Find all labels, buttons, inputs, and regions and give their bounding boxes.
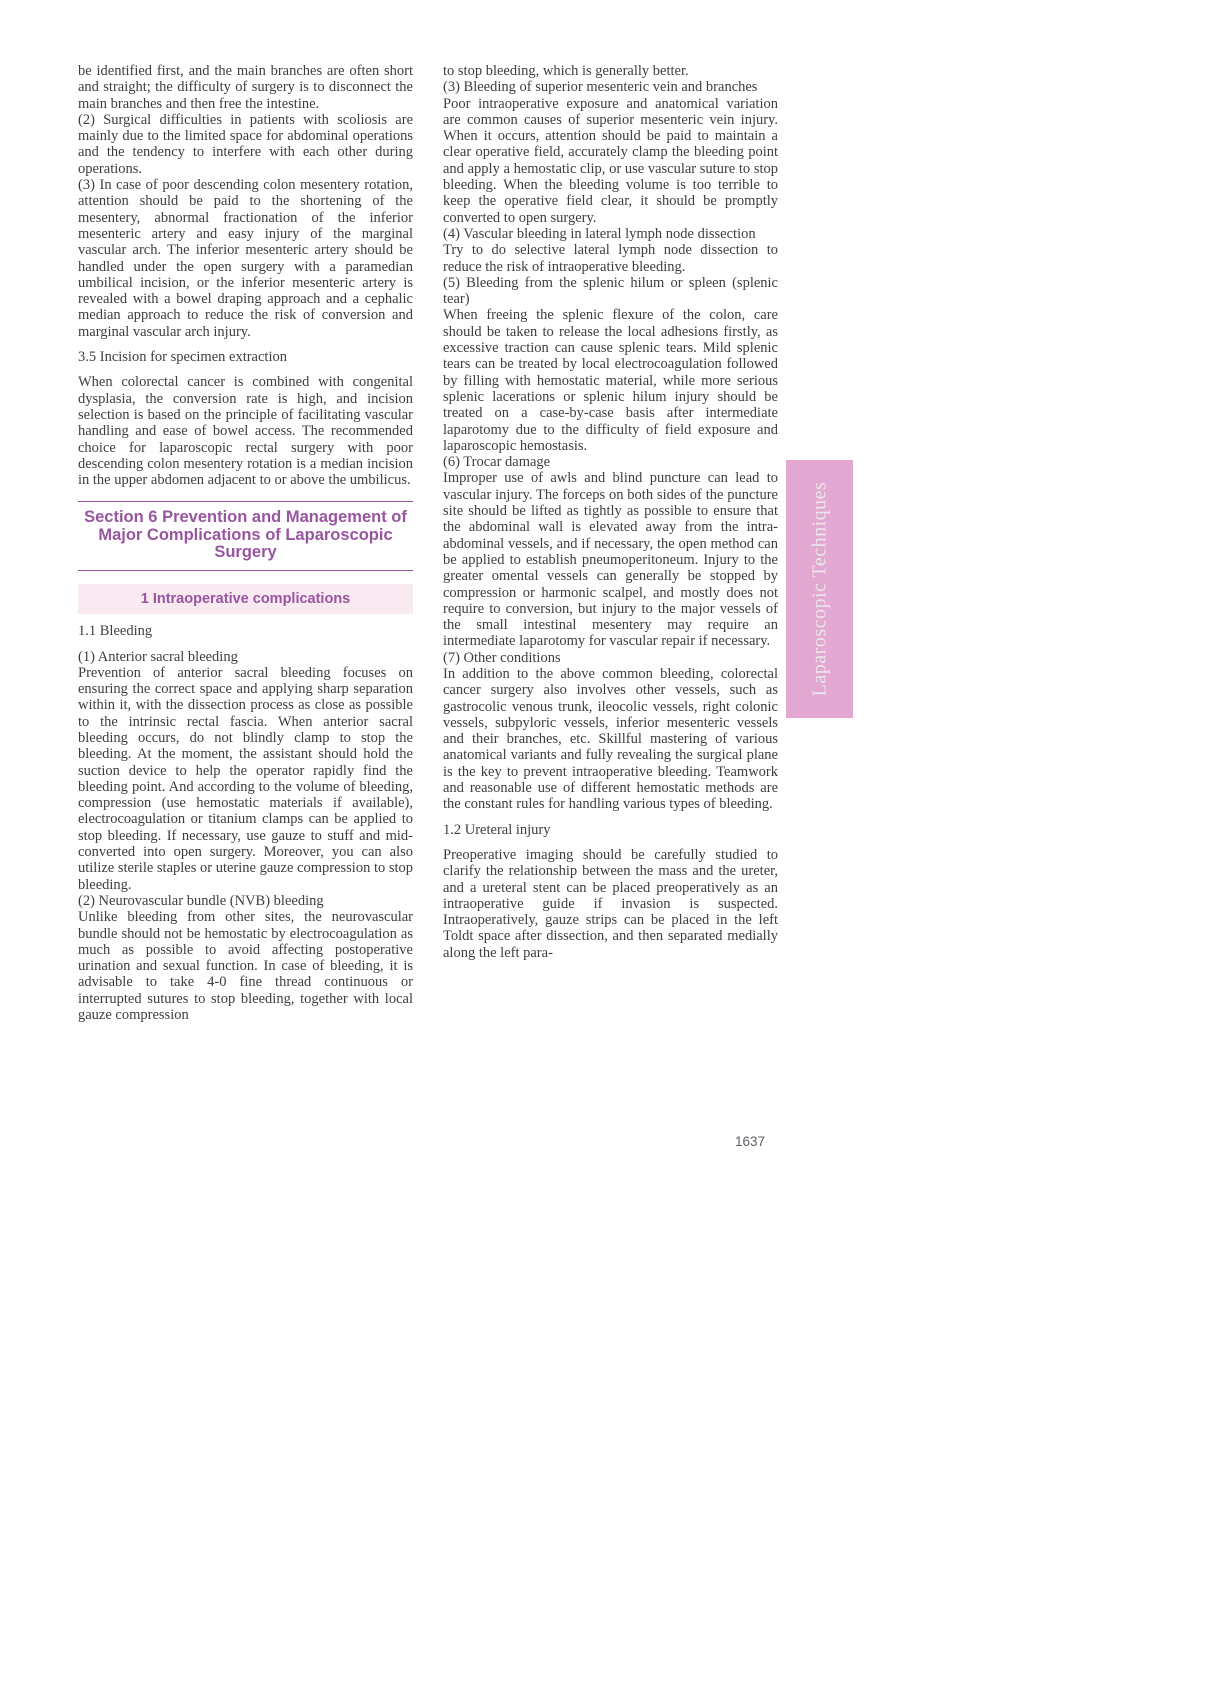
paragraph: (5) Bleeding from the splenic hilum or spleen (splenic tear) [443,274,778,308]
paragraph: When freeing the splenic flexure of the colon, care should be taken to release the local adhesions firstly, as excessive traction can cause splenic tears. Mild splenic tears can be treated by local electrocoagulation followed by filling with hemostatic material, while more serious splenic lacerations or splenic hilum injury should be treated on a case-by-case basis after intermediate laparotomy due to the difficulty of field exposure and laparoscopic hemostasis. [443,307,778,454]
section-header-block [78,501,413,571]
paragraph: (1) Anterior sacral bleeding [78,648,238,665]
paragraph: When colorectal cancer is combined with congenital dysplasia, the conversion rate is high, and incision selection is based on the principle of facilitating vascular handling and ease of bowel access. The recommended choice for laparoscopic rectal surgery with poor descending colon mesentery rotation is a median incision in the upper abdomen adjacent to or above the umbilicus. [78,374,413,489]
left-column [78,63,413,1023]
paragraph: Unlike bleeding from other sites, the neurovascular bundle should not be hemostatic by electrocoagulation as much as possible to avoid affecting postoperative urination and sexual function. In case of bleeding, it is advisable to take 4-0 fine thread continuous or interrupted sutures to stop bleeding, together with local gauze compression [78,909,413,1024]
page-number: 1637 [735,1134,766,1149]
subsection-banner-title: 1 Intraoperative complications [140,590,351,607]
paragraph: Improper use of awls and blind puncture can lead to vascular injury. The forceps on both sides of the puncture site should be lifted as tightly as possible to ensure that the abdominal wall is elevated away from the intra-abdominal vessels, and if necessary, the open method can be applied to establish pneumoperitoneum. Injury to the greater omental vessels can generally be stopped by compression or harmonic scalpel, and mostly does not require to conversion, but injury to the major vessels of the small intestinal mesentery may require an intermediate laparotomy for vascular repair if necessary. [443,470,778,650]
paragraph: (3) Bleeding of superior mesenteric vein and branches [443,79,758,96]
paragraph: Prevention of anterior sacral bleeding focuses on ensuring the correct space and applying sharp separation within it, with the dissection process as close as possible to the intrinsic rectal fascia. When anterior sacral bleeding occurs, do not blindly clamp to stop the bleeding. At the moment, the assistant should hold the suction device to help the operator rapidly find the bleeding point. And according to the volume of bleeding, compression (use hemostatic materials if available), electrocoagulation or titanium clamps can be applied to stop bleeding. If necessary, use gauze to stuff and mid-converted into open surgery. Moreover, you can also utilize sterile staples or uterine gauze compression to stop bleeding. [78,664,414,893]
paragraph: to stop bleeding, which is generally better. [443,63,689,79]
paragraph: (4) Vascular bleeding in lateral lymph node dissection [443,225,756,242]
paragraph: (7) Other conditions [443,649,561,666]
right-column [443,63,778,1023]
text-columns [78,63,778,1023]
subsection-heading: 3.5 Incision for specimen extraction [78,349,287,366]
paragraph: (2) Neurovascular bundle (NVB) bleeding [78,892,324,909]
paragraph: Try to do selective lateral lymph node dissection to reduce the risk of intraoperative bleeding. [443,242,778,275]
chapter-side-tab [786,460,853,718]
subsection-banner [78,584,413,614]
paragraph: Preoperative imaging should be carefully studied to clarify the relationship between the mass and the ureter, and a ureteral stent can be placed preoperatively as an intraoperative guide if invasion is suspected. Intraoperatively, gauze strips can be placed in the left Toldt space after dissection, and then separated medially along the left para- [443,846,778,961]
chapter-side-tab-label: Laparoscopic Techniques [808,481,830,697]
paragraph: Poor intraoperative exposure and anatomical variation are common causes of superior mesenteric vein injury. When it occurs, attention should be paid to maintain a clear operative field, accurately clamp the bleeding point and apply a hemostatic clip, or use vascular suture to stop bleeding. When the bleeding volume is too terrible to keep the operative field clear, it should be promptly converted to open surgery. [443,95,778,226]
paragraph: In addition to the above common bleeding, colorectal cancer surgery also involves other vessels, such as gastrocolic venous trunk, ileocolic vessels, right colonic vessels, subpyloric vessels, inferior mesenteric vessels and their branches, etc. Skillful mastering of various anatomical variants and fully revealing the surgical plane is the key to prevent intraoperative bleeding. Teamwork and reasonable use of different hemostatic methods are the constant rules for handling various types of bleeding. [443,665,778,813]
paragraph: (6) Trocar damage [443,454,551,471]
paragraph: (3) In case of poor descending colon mesentery rotation, attention should be paid to the shortening of the mesentery, abnormal fractionation of the inferior mesenteric artery and easy injury of the marginal vascular arch. The inferior mesenteric artery should be handled under the open surgery with a paramedian umbilical incision, or the inferior mesenteric artery is revealed with a bowel draping approach and a cephalic median approach to reduce the risk of conversion and marginal vascular arch injury. [78,177,413,340]
paragraph: (2) Surgical difficulties in patients with scoliosis are mainly due to the limited space for abdominal operations and the tendency to interfere with each other during operations. [78,111,413,177]
subsection-heading: 1.2 Ureteral injury [443,821,551,838]
paragraph: be identified first, and the main branches are often short and straight; the difficulty of surgery is to disconnect the main branches and then free the intestine. [78,63,413,112]
subsection-heading: 1.1 Bleeding [78,623,153,640]
section-title: Section 6 Prevention and Management of Major Complications of Laparoscopic Surgery [84,508,407,562]
